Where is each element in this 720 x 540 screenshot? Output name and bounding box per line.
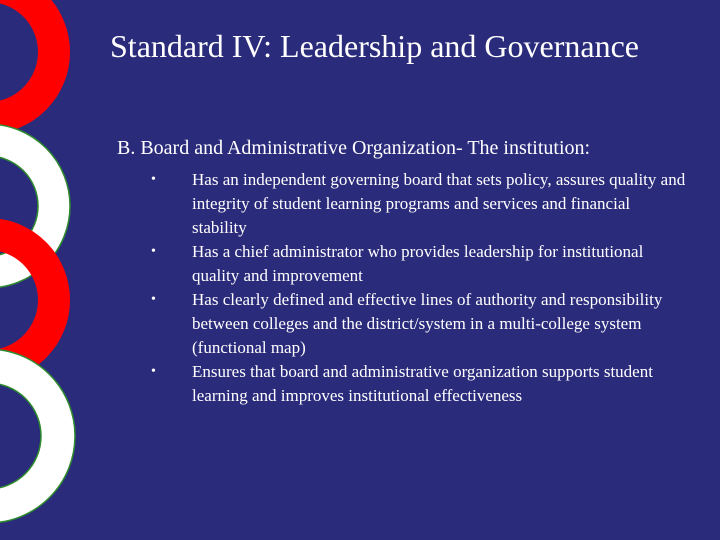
bullet-text: Has an independent governing board that sets policy, assures quality and integrity of student learning programs and services and financial stability [192,170,686,237]
list-item [117,288,687,360]
bullet-text: Ensures that board and administrative organization supports student learning and improves institutional effectiveness [192,362,653,405]
slide-body [117,136,687,408]
slide-title: Standard IV: Leadership and Governance [110,28,639,64]
bullet-icon: • [151,292,156,307]
list-item [117,240,687,288]
bullet-list [117,168,687,408]
list-item [117,168,687,240]
list-item [117,360,687,408]
bullet-icon: • [151,172,156,187]
section-heading: B. Board and Administrative Organization- The institution: [117,137,591,159]
red-ring-top [0,0,54,118]
red-ring-middle [0,234,54,366]
bullet-text: Has a chief administrator who provides leadership for institutional quality and improvement [192,242,644,285]
bullet-text: Has clearly defined and effective lines of authority and responsibility between colleges and the district/system in a multi-college system (functional map) [192,290,663,357]
ring-decoration [0,0,120,540]
bullet-icon: • [151,364,156,379]
bullet-icon: • [151,244,156,259]
